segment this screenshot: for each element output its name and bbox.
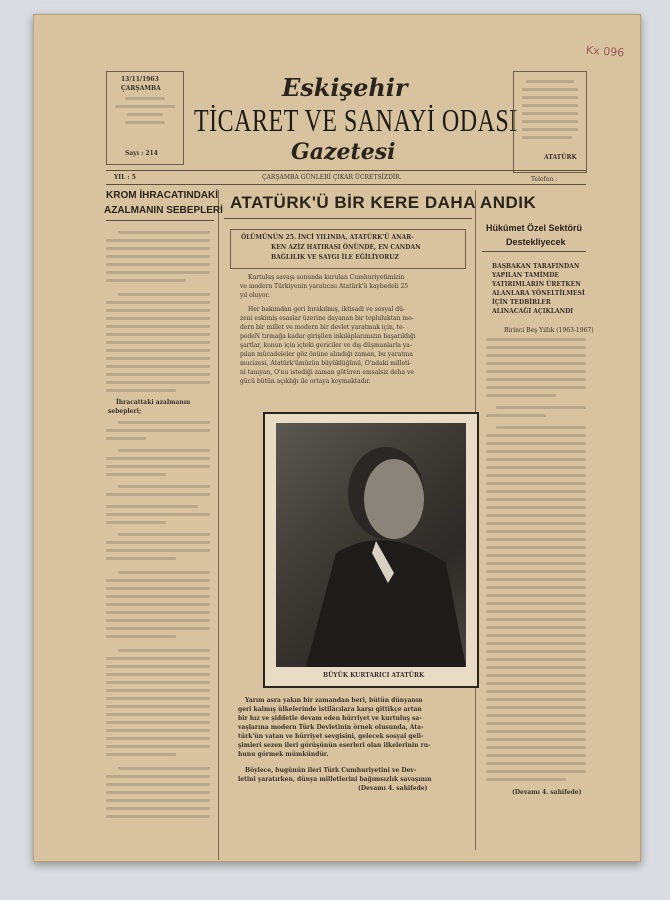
issue-number: Sayı : 214 [125,150,158,157]
main-deck-line-1: ÖLÜMÜNÜN 25. İNCİ YILINDA, ATATÜRK'Ü ANAR- [241,234,414,241]
quote-author: ATATÜRK [544,154,577,161]
left-headline-1: KROM İHRACATINDAKİ [106,190,219,201]
main-continued: (Devamı 4. sahifede) [358,785,428,792]
masthead-tagline: ÇARŞAMBA GÜNLERİ ÇIKAR ÜCRETSİZDİR. [262,174,402,181]
masthead-city: Eskişehir [282,73,408,102]
main-deck-box [230,229,466,269]
masthead-title: TİCARET VE SANAYİ ODASI [194,105,518,139]
issue-date: 13/11/1963 [121,76,159,83]
phone-label: Telefon : [531,176,558,183]
left-subhead-2: sebepleri; [108,408,142,415]
issue-year: YIL : 5 [114,174,136,181]
right-headline-2: Destekliyecek [506,237,566,247]
handwritten-note: Kx 096 [585,43,625,60]
ataturk-portrait [263,412,479,688]
portrait-image [276,423,466,667]
newspaper-page: Kx 096 13/11/1963 ÇARŞAMBA Sayı : 214 Eskişehir TİCARET VE SANAYİ ODASI Gazetesi ATATÜRK YIL : 5 ÇARŞAMBA GÜNLERİ ÇIKAR ÜCRETSİZDİR. Telefon : KROM İHRACATINDAKİ AZALMANIN SEBEPLERİ İhracattaki azalmanın sebepleri; ATATÜRK'Ü BİR KERE DAHA ANDIK ÖLÜMÜNÜN 25. İNCİ YILINDA, ATATÜRK'Ü ANAR- KEN AZİZ HATIRASI ÖNÜNDE, EN CANDAN BAĞLILIK VE SAYGI İLE EĞİLİYORUZ Kurtuluş savaşı sonunda kurulan Cumhuriyetimizin ve modern Türkiyenin yaratıcısı Atatürk'ü kaybedeli 25 yıl oluyor. Her bakımdan geri bırakılmış, iktisadi ve sosyal dü- zeni eskimiş esaslar üzerine dayanan bir topluluktan mo- dern bir millet ve modern bir devlet yaratmak için, te- pedeN tırmağa kadar girişilen inkılâplarımızın başarıldığı şartlar, konun için içteki gericiler ve dış düşmanlarla ya- pılan mücadeleler göz önüne alındığı zaman, bu yaratma mucizesi, Atatürk'ümüzün büyüklüğünü, O'ndaki milleti- ni tanıyan, O'nu istediği zaman götüren emsalsiz deha ve gücü bütün açıklığı ile ortaya koymaktadır. BÜYÜK KURTARICI ATATÜRK Yarım asra yakın bir zamandan beri, bütün dünyanın geri kalmış ülkelerinde istilâcılara karşı gittikçe artan bir hız ve şiddetle devam eden hürriyet ve kurtuluş sa- vaşlarına modern Türk Devletinin örnek olusunda, Ata- türk'ün vatan ve hürriyet sevgisini, gelecek sosyal geli- şimleri sezen ileri görüşünün eserleri olan ilkelerinin ru- hunu görmek mümkündür. Böylece, bugünün ileri Türk Cumhuriyetini ve Dev- letini yaratırken, dünya milletlerini bağımsızlık savaşının (Devamı 4. sahifede) Hükûmet Özel Sektörü Destekliyecek BAŞBAKAN TARAFINDAN YAPILAN TAMİMDE YATIRIMLARIN ÜRETKEN ALANLARA YÖNELTİLMESİ İÇİN TEDBİRLER ALINACAĞI AÇIKLANDI Birinci Beş Yıllık (1963-1967) (Devamı 4. sahifede) [33,14,641,862]
right-continued: (Devamı 4. sahifede) [512,789,582,796]
main-deck-line-2: KEN AZİZ HATIRASI ÖNÜNDE, EN CANDAN [271,244,421,251]
left-subhead-1: İhracattaki azalmanın [116,399,191,406]
photo-caption: BÜYÜK KURTARICI ATATÜRK [323,672,425,679]
date-box [106,71,184,165]
right-headline-1: Hükûmet Özel Sektörü [486,223,583,233]
masthead-subtitle: Gazetesi [291,139,396,165]
main-headline: ATATÜRK'Ü BİR KERE DAHA ANDIK [230,193,537,212]
right-article-start: Birinci Beş Yıllık (1963-1967) [504,327,594,334]
left-headline-2: AZALMANIN SEBEPLERİ [104,205,223,216]
issue-day: ÇARŞAMBA [121,85,161,92]
main-deck-line-3: BAĞLILIK VE SAYGI İLE EĞİLİYORUZ [271,254,399,261]
quote-box [513,71,587,173]
portrait-silhouette [276,423,466,667]
